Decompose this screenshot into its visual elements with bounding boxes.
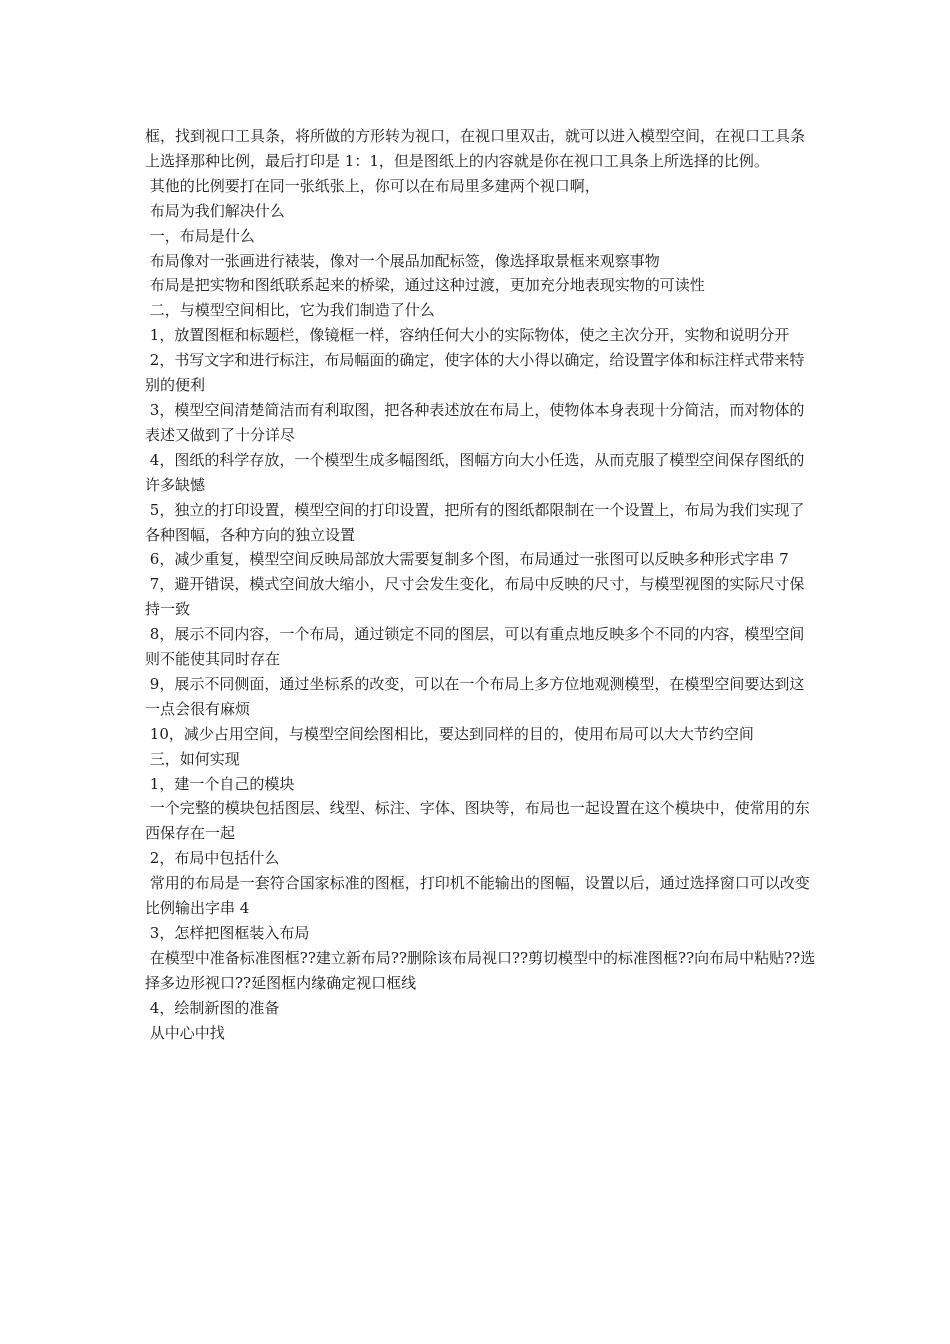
- subheading-new-drawing-prep: 4，绘制新图的准备: [145, 998, 280, 1017]
- list-item-9: 9，展示不同侧面，通过坐标系的改变，可以在一个布局上多方位地观测模型，在模型空间要达到这一点会很有麻烦: [145, 674, 805, 718]
- subheading-load-frame: 3，怎样把图框装入布局: [145, 924, 310, 942]
- list-item-10: 10，减少占用空间，与模型空间绘图相比，要达到同样的目的，使用布局可以大大节约空间: [145, 724, 754, 743]
- paragraph-layout-bridge: 布局是把实物和图纸联系起来的桥梁，通过这种过渡，更加充分地表现实物的可读性: [145, 276, 705, 295]
- document-body: [145, 124, 817, 1046]
- list-item-6: 6，减少重复，模型空间反映局部放大需要复制多个图，布局通过一张图可以反映多种形式字串 7: [145, 550, 789, 569]
- heading-section-1: 一，布局是什么: [145, 226, 255, 245]
- subheading-build-module: 1，建一个自己的模块: [145, 774, 295, 793]
- paragraph-module-contents: 一个完整的模块包括图层、线型、标注、字体、图块等，布局也一起设置在这个模块中，使常用的东西保存在一起: [145, 799, 810, 843]
- paragraph-common-layout: 常用的布局是一套符合国家标准的图框，打印机不能输出的图幅，设置以后，通过选择窗口可以改变比例输出字串 4: [145, 874, 810, 918]
- paragraph-other-scales: 其他的比例要打在同一张纸张上，你可以在布局里多建两个视口啊，: [145, 176, 600, 195]
- list-item-1: 1，放置图框和标题栏，像镜框一样，容纳任何大小的实际物体，使之主次分开，实物和说明分开: [145, 326, 790, 345]
- list-item-7: 7，避开错误，模式空间放大缩小，尺寸会发生变化，布局中反映的尺寸，与模型视图的实际尺寸保持一致: [145, 575, 805, 619]
- heading-section-2: 二，与模型空间相比，它为我们制造了什么: [145, 301, 435, 320]
- list-item-8: 8，展示不同内容，一个布局，通过锁定不同的图层，可以有重点地反映多个不同的内容，模型空间则不能使其同时存在: [145, 625, 805, 669]
- list-item-2: 2，书写文字和进行标注，布局幅面的确定，使字体的大小得以确定，给设置字体和标注样式带来特别的便利: [145, 351, 805, 395]
- list-item-4: 4，图纸的科学存放，一个模型生成多幅图纸，图幅方向大小任选，从而克服了模型空间保存图纸的许多缺憾: [145, 450, 805, 494]
- list-item-5: 5，独立的打印设置，模型空间的打印设置，把所有的图纸都限制在一个设置上，布局为我们实现了各种图幅，各种方向的独立设置: [145, 500, 805, 544]
- paragraph-viewport-intro: 框，找到视口工具条，将所做的方形转为视口，在视口里双击，就可以进入模型空间，在视口工具条上选择那种比例，最后打印是 1：1，但是图纸上的内容就是你在视口工具条上所选择的比例。: [145, 127, 806, 170]
- list-item-3: 3，模型空间清楚简洁而有利取图，把各种表述放在布局上，使物体本身表现十分简洁，而对物体的表述又做到了十分详尽: [145, 400, 805, 444]
- heading-section-3: 三，如何实现: [145, 749, 240, 768]
- subheading-layout-includes: 2，布局中包括什么: [145, 849, 280, 868]
- paragraph-find-from-center: 从中心中找: [145, 1023, 225, 1042]
- paragraph-layout-analogy: 布局像对一张画进行裱装，像对一个展品加配标签，像选择取景框来观察事物: [145, 251, 660, 270]
- heading-layout-solves: 布局为我们解决什么: [145, 201, 285, 220]
- paragraph-load-frame-steps: 在模型中准备标准图框??建立新布局??删除该布局视口??剪切模型中的标准图框??向布局中粘贴??选择多边形视口??延图框内缘确定视口框线: [145, 948, 816, 992]
